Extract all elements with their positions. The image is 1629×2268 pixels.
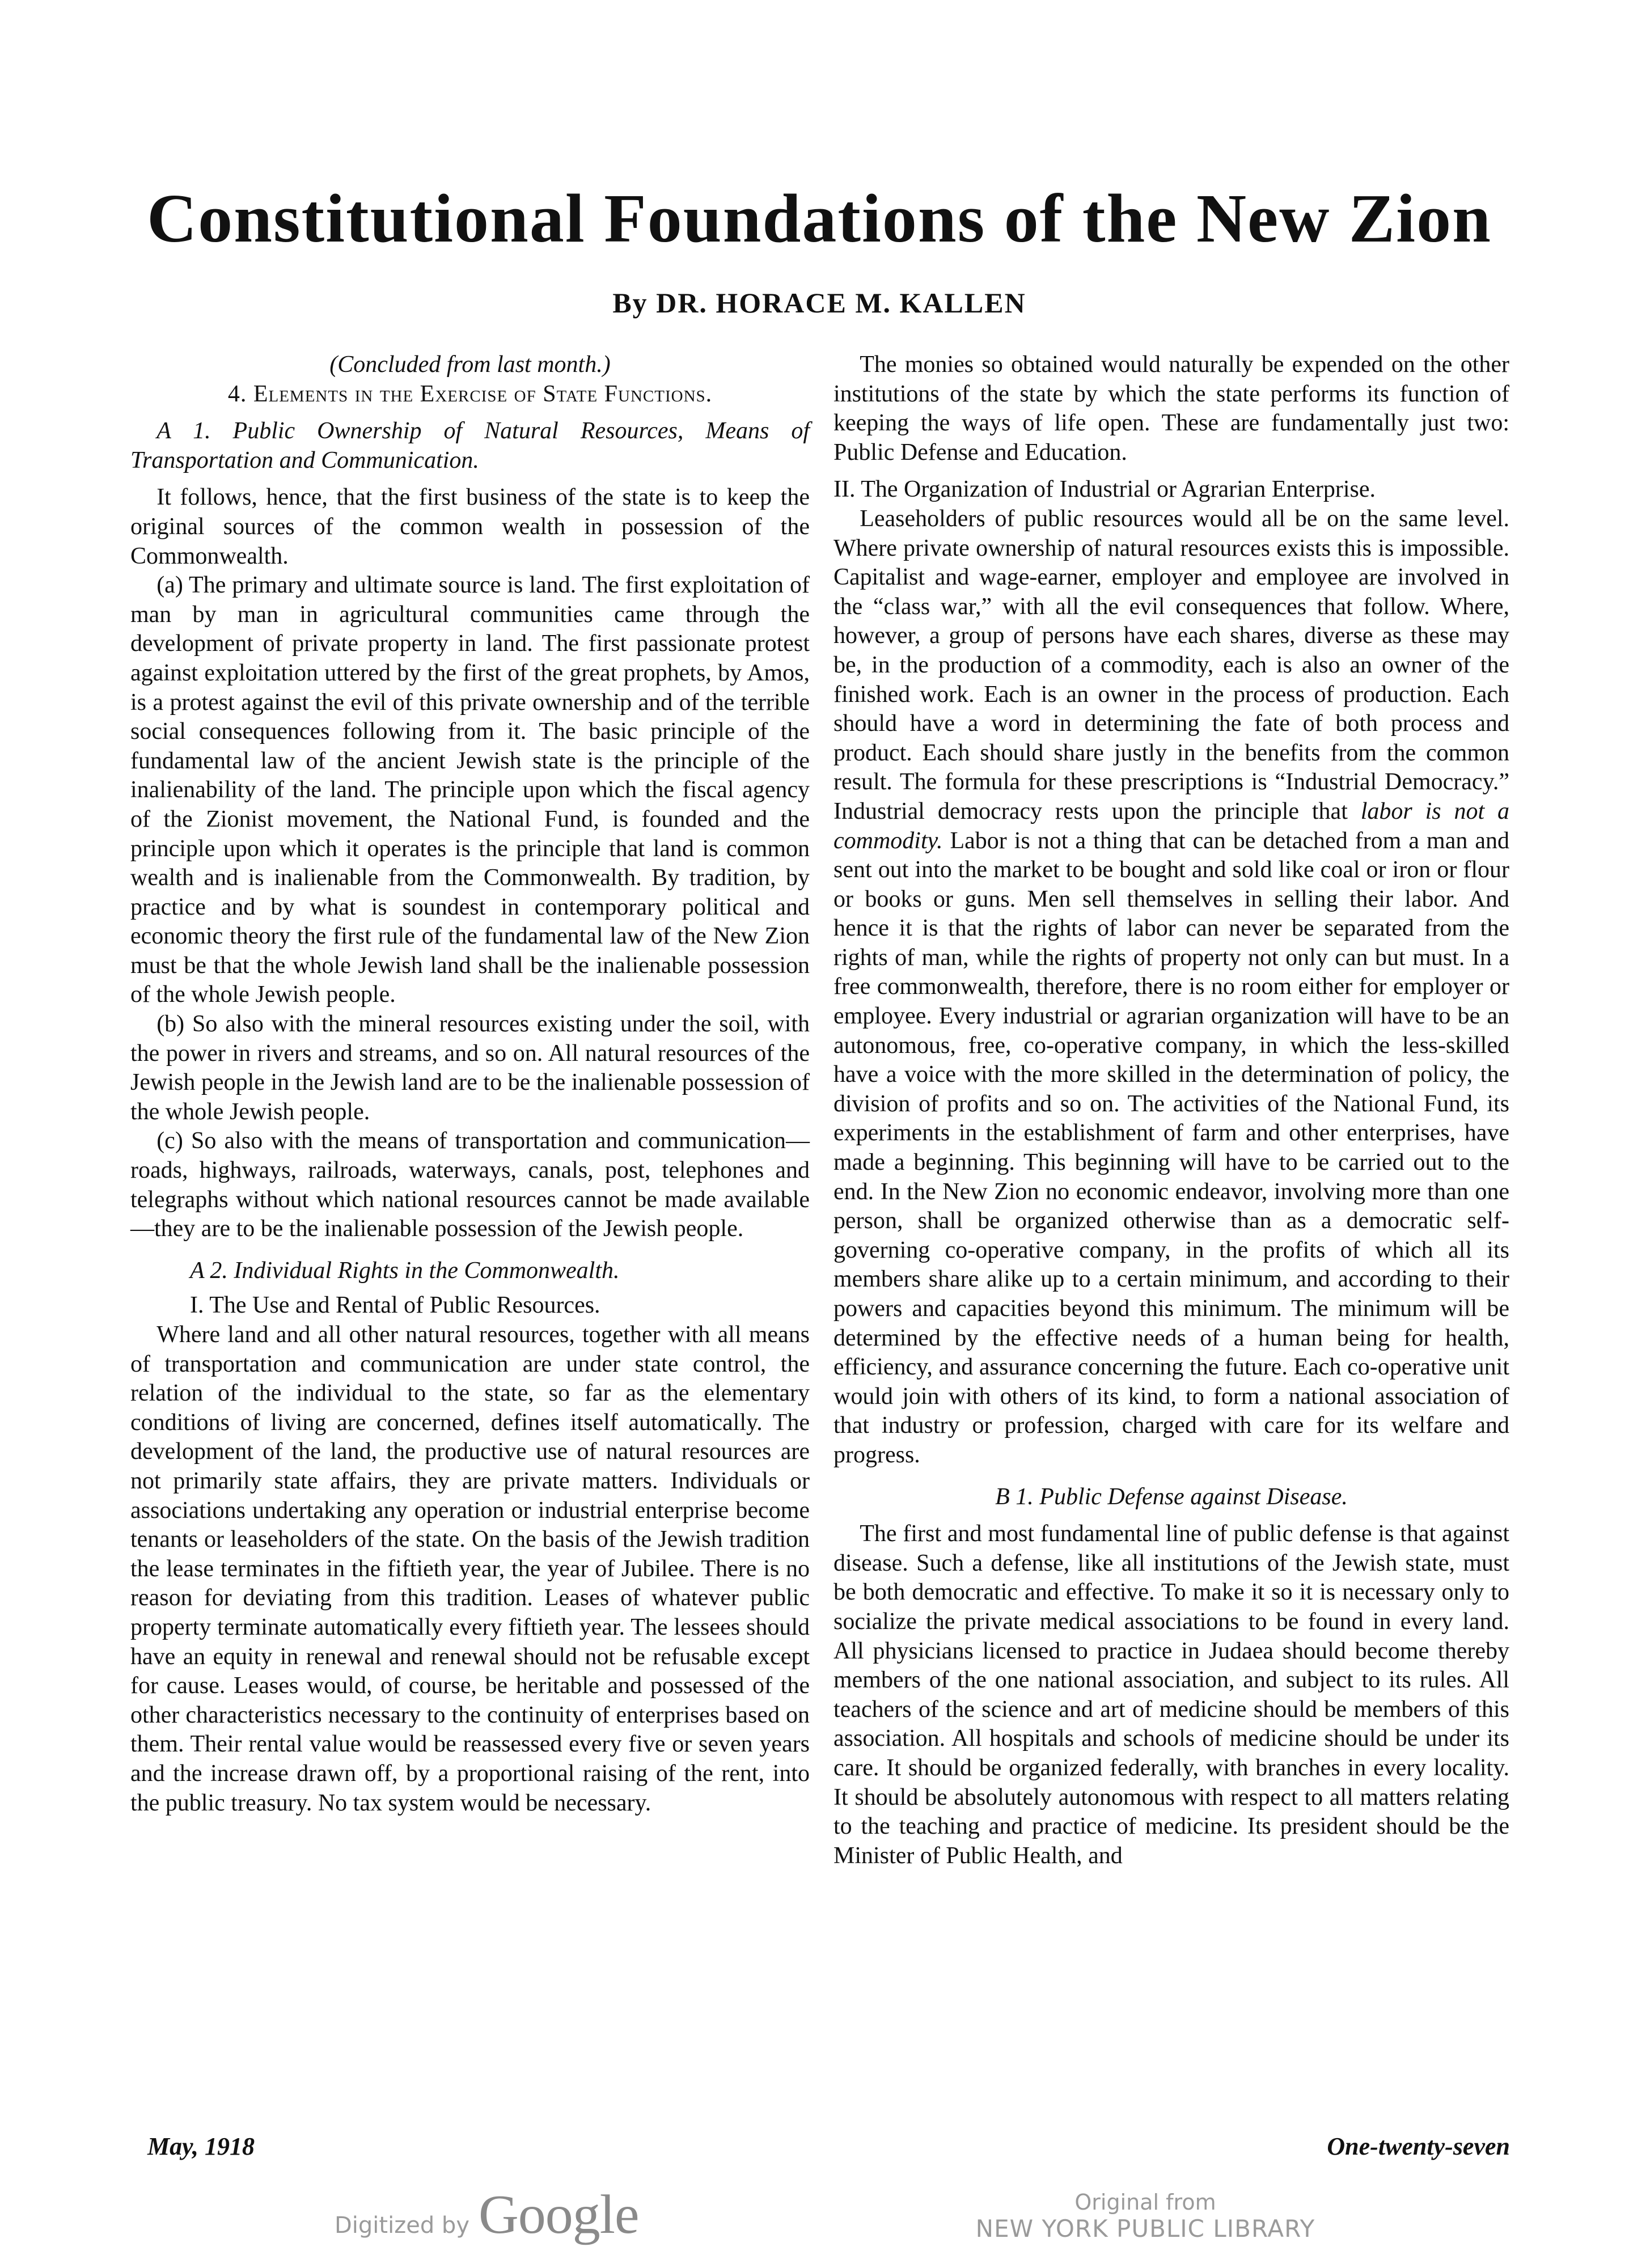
original-from-watermark <box>975 2190 1315 2242</box>
digitized-by-label: Digitized by <box>335 2212 469 2239</box>
i-heading: I. The Use and Rental of Public Resources. <box>190 1292 600 1319</box>
paragraph-i: Where land and all other natural resources, together with all means of transportation and communication are under state control, the relation of the individual to the state, so far as the elementary conditions of living are concerned, defines itself automatically. The development of the land, the productive use of natural resources are not primarily state affairs, they are private matters. Individuals or associations undertaking any operation or industrial enterprise become tenants or leaseholders of the state. On the basis of the Jewish tradition the lease terminates in the fiftieth year, the year of Jubilee. There is no reason for deviating from this tradition. Leases of whatever public property terminate automatically every fiftieth year. The lessees should have an equity in renewal and renewal should not be refusable except for cause. Leases would, of course, be heritable and possessed of the other characteristics necessary to the continuity of enterprises based on them. Their rental value would be reassessed every five or seven years and the increase drawn off, by a proportional raising of the rent, into the public treasury. No tax system would be necessary. <box>130 1322 810 1816</box>
paragraph-b: (b) So also with the mineral resources existing under the soil, with the power in rivers and streams, and so on. All natural resources of the Jewish people in the Jewish land are to be the inalienable possession of the whole Jewish people. <box>130 1011 810 1125</box>
concluded-note: (Concluded from last month.) <box>329 352 611 378</box>
a1-heading: A 1. Public Ownership of Natural Resources, Means of Transportation and Communication. <box>130 418 810 473</box>
industrial-italic: labor is not a commodity. <box>833 798 1509 854</box>
article-title: Constitutional Foundations of the New Zion <box>147 180 1492 257</box>
digitized-watermark <box>335 2183 639 2246</box>
footer-date: May, 1918 <box>147 2132 255 2160</box>
industrial-text-a: Leaseholders of public resources would all be on the same level. Where private ownership of natural resources exists this is impossible. Capitalist and wage-earner, employer and employee are involved in the “class war,” with all the evil consequences that follow. Where, however, a group of persons have each shares, diverse as these may be, in the production of a commodity, each is also an owner of the finished work. Each is an owner in the process of production. Each should have a word in determining the fate of both process and product. Each should share justly in the benefits from the common result. The formula for these prescriptions is “Industrial Democracy.” Industrial democracy rests upon the principle that <box>833 505 1509 824</box>
b1-heading: B 1. Public Defense against Disease. <box>995 1483 1348 1510</box>
paragraph-c: (c) So also with the means of transportation and communication—roads, highways, railroads, waterways, canals, post, telephones and telegraphs without which national resources cannot be made available—they are to be the inalienable possession of the Jewish people. <box>130 1128 810 1242</box>
left-column <box>130 350 810 1818</box>
paragraph-intro: It follows, hence, that the first business of the state is to keep the original sources of the common wealth in possession of the Commonwealth. <box>130 484 810 569</box>
google-logo: Google <box>479 2184 639 2245</box>
paragraph-monies: The monies so obtained would naturally be expended on the other institutions of the state by which the state performs its function of keeping the ways of life open. These are fundamentally just two: Public Defense and Education. <box>833 352 1509 466</box>
right-column <box>833 350 1509 1871</box>
section-heading: 4. Elements in the Exercise of State Functions. <box>227 380 713 407</box>
library-label: NEW YORK PUBLIC LIBRARY <box>975 2215 1315 2242</box>
a2-heading: A 2. Individual Rights in the Commonwealth. <box>190 1257 620 1284</box>
paragraph-industrial <box>833 505 1509 1470</box>
article-byline: By DR. HORACE M. KALLEN <box>612 287 1026 319</box>
paragraph-disease: The first and most fundamental line of public defense is that against disease. Such a defense, like all institutions of the Jewish state, must be both democratic and effective. To make it so it is necessary only to socialize the private medical associations to be found in every land. All physicians licensed to practice in Judaea should become thereby members of the one national association, and subject to its rules. All teachers of the science and art of medicine should be members of this association. All hospitals and schools of medicine should be under its care. It should be organized federally, with branches in every locality. It should be absolutely autonomous with respect to all matters relating to the teaching and practice of medicine. Its president should be the Minister of Public Health, and <box>833 1521 1509 1869</box>
original-from-label: Original from <box>1074 2190 1216 2215</box>
industrial-text-b: Labor is not a thing that can be detached from a man and sent out into the market to be bought and sold like coal or iron or flour or books or guns. Men sell themselves in selling their labor. And hence it is that the rights of labor can never be separated from the rights of man, while the rights of property not only can but must. In a free commonwealth, therefore, there is no room either for employer or employee. Every industrial or agrarian organization will have to be an autonomous, free, co-operative company, in which the less-skilled have a voice with the more skilled in the determination of policy, the division of profits and so on. The activities of the National Fund, its experiments in the establishment of farm and other enterprises, have made a beginning. This beginning will have to be carried out to the end. In the New Zion no economic endeavor, involving more than one person, shall be organized otherwise than as a democratic self-governing co-operative company, in the profits of which all its members share alike up to a certain minimum, and according to their powers and capacities beyond this minimum. The minimum will be determined by the effective needs of a human being for health, efficiency, and assurance concerning the future. Each co-operative unit would join with others of its kind, to form a national association of that industry or profession, charged with care for its welfare and progress. <box>833 827 1509 1468</box>
footer-page-number: One-twenty-seven <box>1327 2132 1510 2160</box>
paragraph-a: (a) The primary and ultimate source is land. The first exploitation of man by man in agricultural communities came through the development of private property in land. The first passionate protest against exploitation uttered by the first of the great prophets, by Amos, is a protest against the evil of this private ownership and of the terrible social consequences following from it. The basic principle of the fundamental law of the ancient Jewish state is the principle of the inalienability of the land. The principle upon which the fiscal agency of the Zionist movement, the National Fund, is founded and the principle upon which it operates is the principle that land is common wealth and is inalienable from the Commonwealth. By tradition, by practice and by what is soundest in contemporary political and economic theory the first rule of the fundamental law of the New Zion must be that the whole Jewish land shall be the inalienable possession of the whole Jewish people. <box>130 572 810 1008</box>
ii-heading: II. The Organization of Industrial or Agrarian Enterprise. <box>833 476 1376 503</box>
